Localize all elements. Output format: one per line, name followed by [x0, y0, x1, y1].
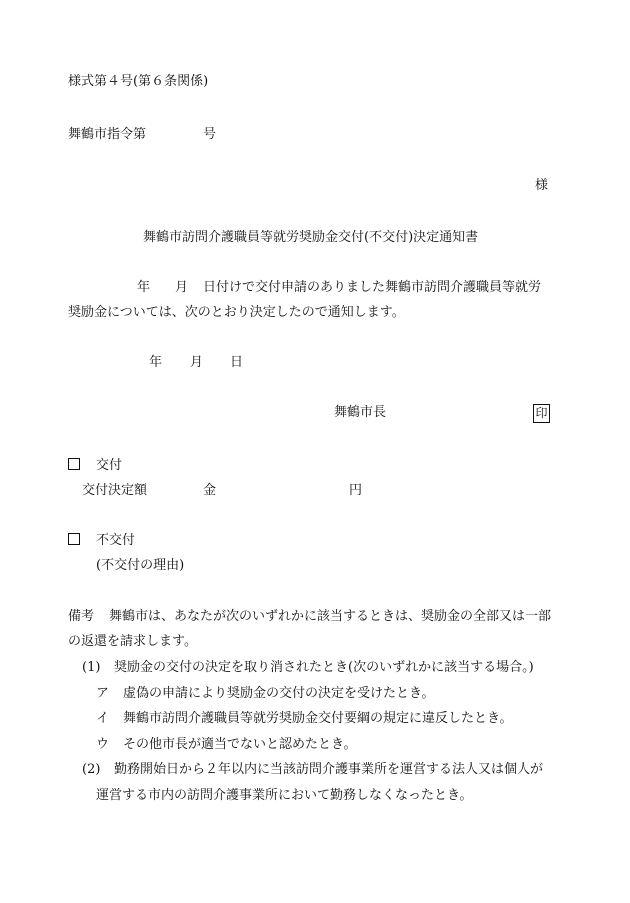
intro-month: 月 — [175, 280, 189, 295]
nongrant-checkbox[interactable] — [68, 533, 80, 545]
remarks-line-1: 舞鶴市は、あなたが次のいずれかに該当するときは、奨励金の全部又は一部 — [109, 609, 552, 624]
addressee-suffix: 様 — [535, 178, 549, 193]
grant-label: 交付 — [96, 458, 123, 473]
item-2-number: (2) — [82, 762, 101, 777]
intro-line-2: 奨励金については、次のとおり決定したので通知します。 — [68, 305, 405, 320]
grant-amount-label: 交付決定額 — [82, 483, 148, 498]
sub-a-mark: ア — [96, 686, 110, 701]
date-month: 月 — [190, 355, 204, 370]
intro-year: 年 — [137, 280, 151, 295]
date-day: 日 — [230, 355, 244, 370]
seal-mark: 印 — [533, 404, 550, 423]
remarks-head: 備考 — [68, 609, 95, 624]
remarks-line-2: の返還を請求します。 — [68, 634, 197, 649]
intro-line-1: 日付けで交付申請のありました舞鶴市訪問介護職員等就労 — [203, 280, 542, 295]
item-1-number: (1) — [82, 660, 101, 675]
reference-prefix: 舞鶴市指令第 — [68, 127, 147, 142]
nongrant-reason: (不交付の理由) — [96, 558, 185, 573]
sub-a-text: 虚偽の申請により奨励金の交付の決定を受けたとき。 — [123, 686, 435, 701]
grant-kin: 金 — [203, 483, 217, 498]
reference-suffix: 号 — [203, 127, 217, 142]
item-1-text: 奨励金の交付の決定を取り消されたとき(次のいずれかに該当する場合。) — [114, 660, 534, 675]
date-year: 年 — [149, 355, 163, 370]
nongrant-label: 不交付 — [96, 533, 136, 548]
sub-i-text: 舞鶴市訪問介護職員等就労奨励金交付要綱の規定に違反したとき。 — [123, 711, 513, 726]
grant-yen: 円 — [349, 483, 363, 498]
grant-checkbox[interactable] — [68, 458, 80, 470]
form-number: 様式第４号(第６条関係) — [68, 74, 209, 89]
sub-u-text: その他市長が適当でないと認めたとき。 — [123, 737, 357, 752]
sub-i-mark: イ — [96, 711, 110, 726]
issuer: 舞鶴市長 — [334, 405, 387, 420]
sub-u-mark: ウ — [96, 737, 110, 752]
document-title: 舞鶴市訪問介護職員等就労奨励金交付(不交付)決定通知書 — [143, 230, 479, 245]
grant-option — [68, 458, 122, 474]
item-2-text: 勤務開始日から２年以内に当該訪問介護事業所を運営する法人又は個人が — [114, 762, 544, 777]
item-2-text-2: 運営する市内の訪問介護事業所において勤務しなくなったとき。 — [96, 788, 473, 803]
nongrant-option — [68, 533, 135, 549]
